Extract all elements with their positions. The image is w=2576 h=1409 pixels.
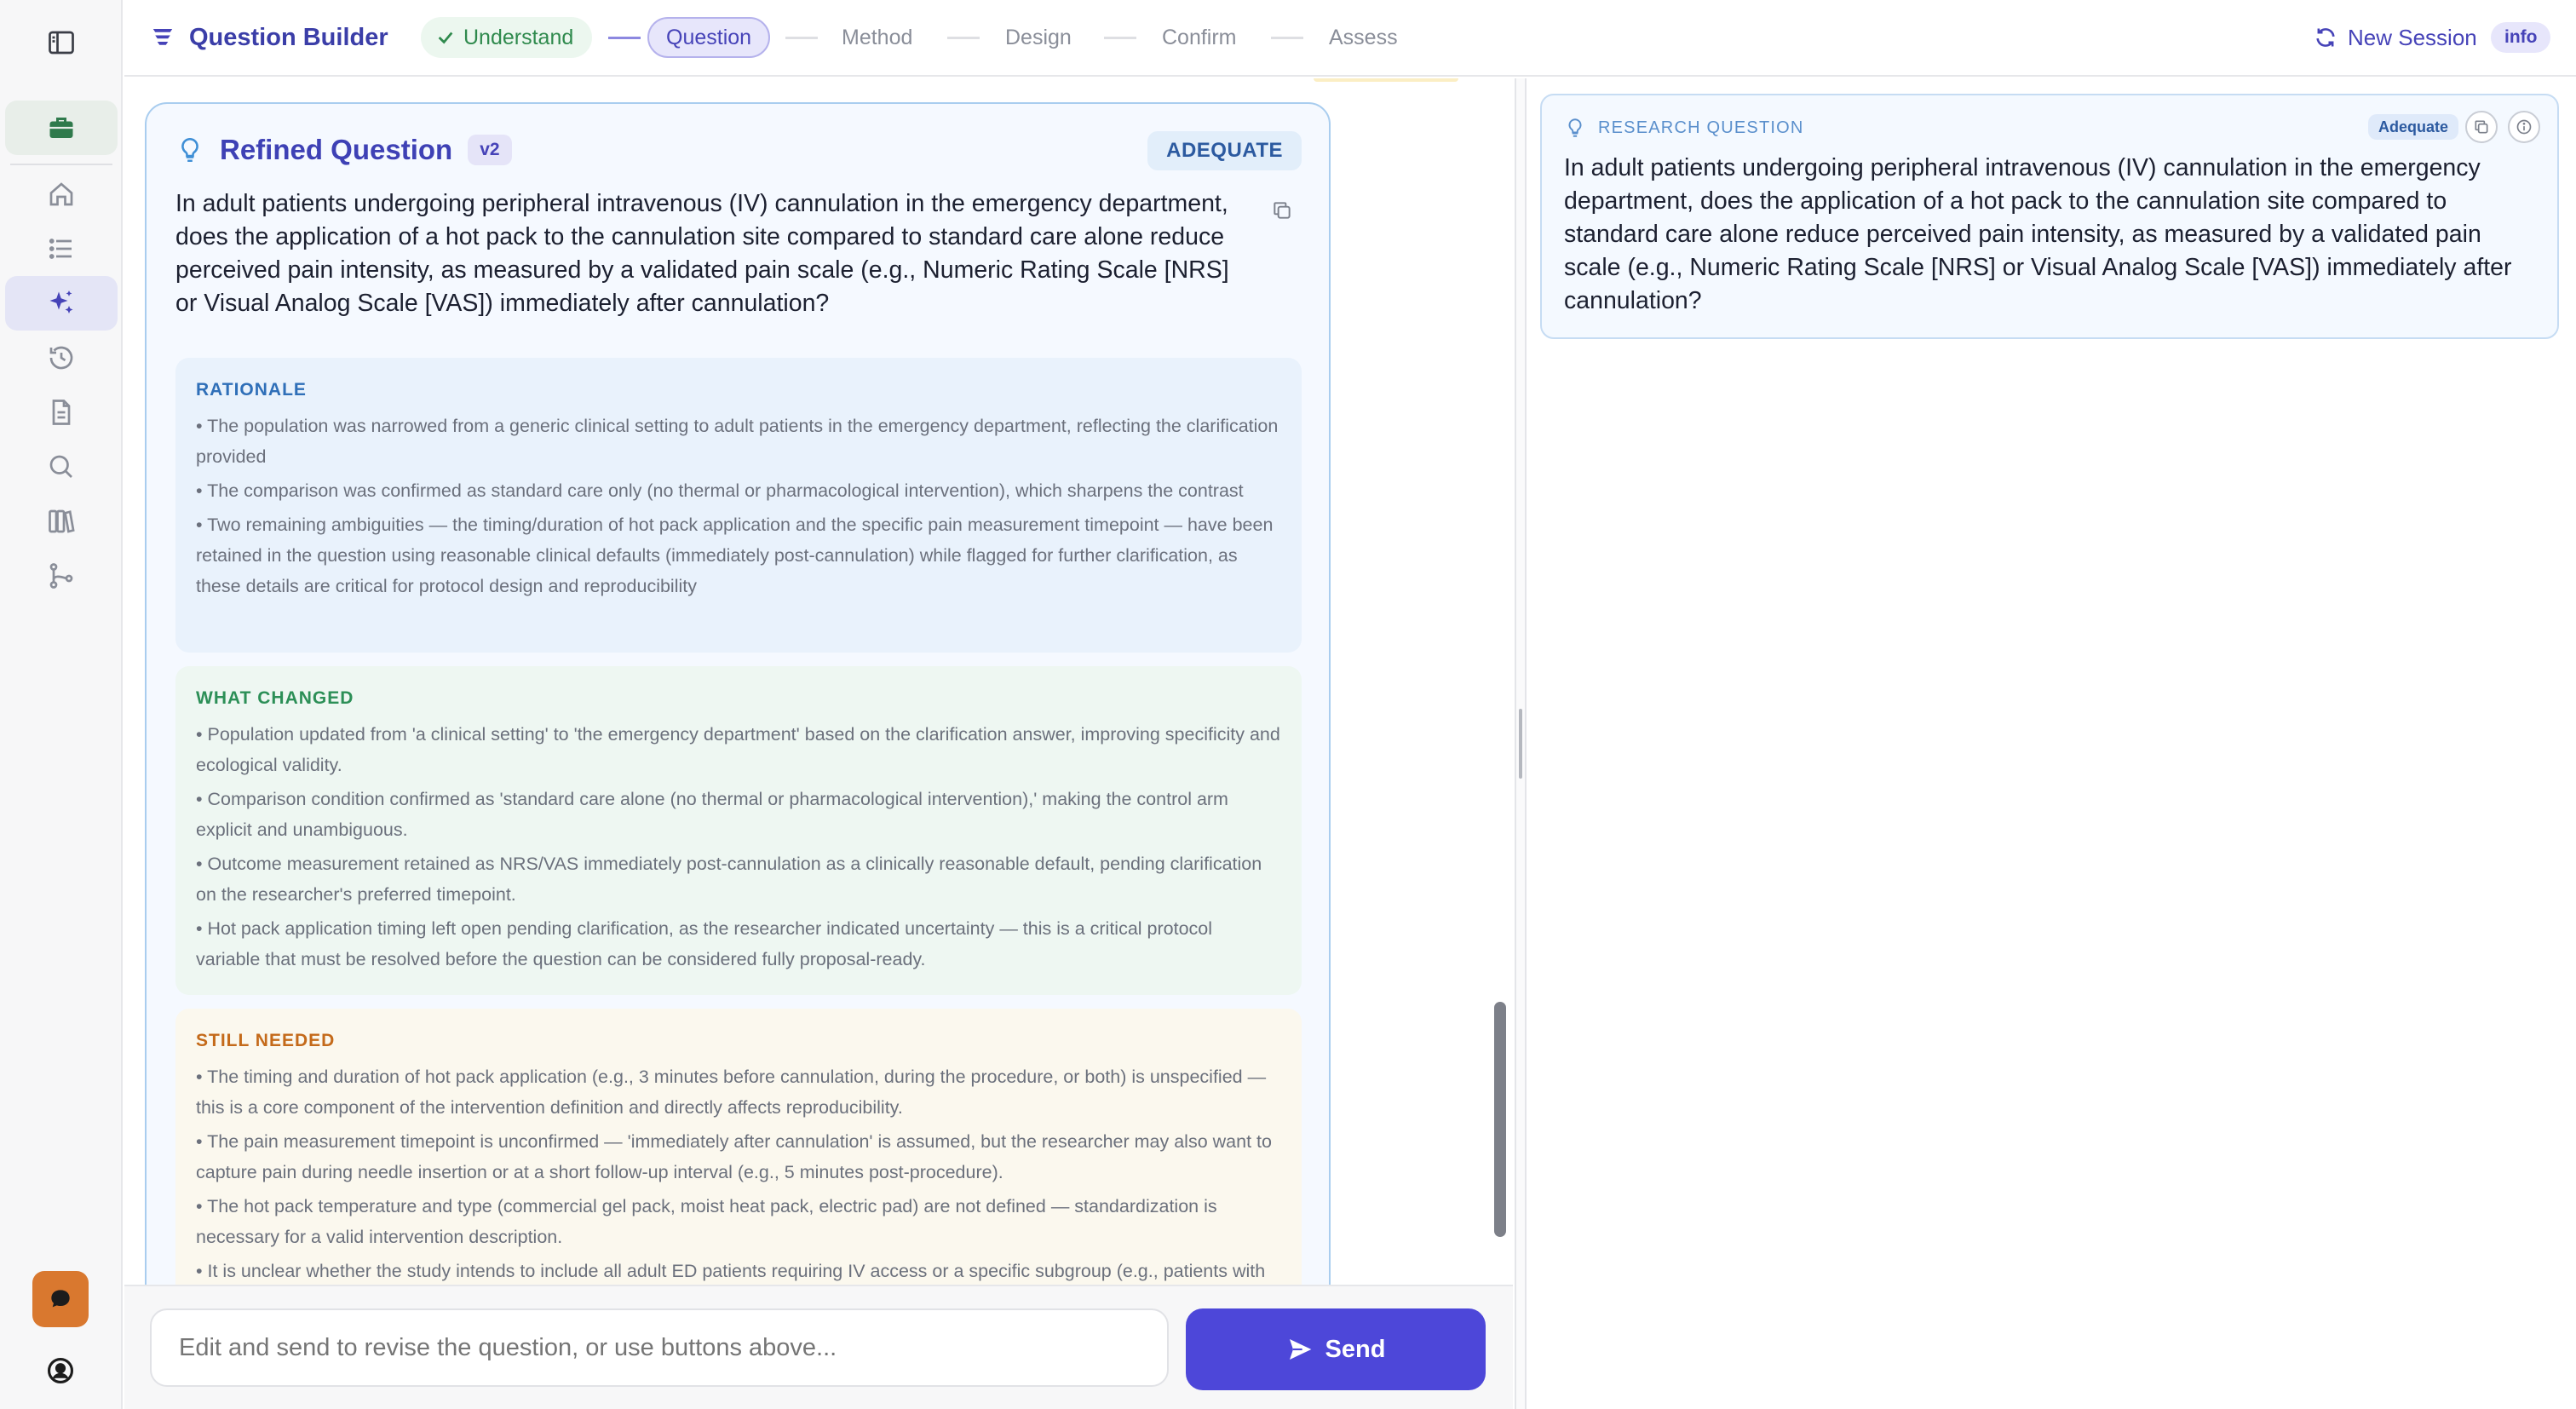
list-item: • Two remaining ambiguities — the timing/duration of hot pack application and the specific pain measurement timepoint — have been retained in the question using reasonable clinical defaults (immediately post-cannulation) while flagged for further clarification, as these details are critical for protocol design and reproducibility xyxy=(196,515,1274,596)
top-bar xyxy=(124,0,2576,77)
document-icon[interactable] xyxy=(5,385,118,440)
step-connector xyxy=(608,37,641,39)
status-badge: ADEQUATE xyxy=(1147,131,1302,170)
version-badge: v2 xyxy=(468,135,511,165)
send-icon xyxy=(1286,1336,1314,1363)
chat-icon[interactable] xyxy=(32,1271,89,1327)
chat-area xyxy=(124,78,1513,1285)
step-method[interactable] xyxy=(842,17,912,58)
list-item: • The timing and duration of hot pack application (e.g., 3 minutes before cannulation, during the procedure, or both) is unspecified — this is a core component of the intervention definition and directly affects reproducibility. xyxy=(196,1067,1267,1118)
list-item: • Outcome measurement retained as NRS/VAS immediately post-cannulation as a clinically reasonable default, pending clarification on the researcher's preferred timepoint. xyxy=(196,854,1262,905)
step-label: Understand xyxy=(463,25,574,49)
step-label: Method xyxy=(842,25,913,49)
refined-question-text: In adult patients undergoing peripheral intravenous (IV) cannulation in the emergency department, does the application of a hot pack to the cannulation site compared to standard care alone reduce perceived pain intensity, as measured by a validated pain scale (e.g., Numeric Rating Scale [NRS] or Visual Analog Scale [VAS]) immediately after cannulation? xyxy=(175,190,1229,317)
search-icon[interactable] xyxy=(5,440,118,494)
step-label: Design xyxy=(1005,25,1072,49)
list-item: • It is unclear whether the study intends to include all adult ED patients requiring IV access or a specific subgroup (e.g., patients with xyxy=(196,1261,1266,1281)
rq-header xyxy=(1564,114,1804,141)
new-session-label: New Session xyxy=(2348,24,2477,50)
check-icon xyxy=(436,28,455,47)
rq-status-badge: Adequate xyxy=(2368,114,2458,140)
sparkle-icon[interactable] xyxy=(5,276,118,331)
message-input[interactable] xyxy=(150,1308,1169,1387)
info-icon[interactable] xyxy=(2508,111,2540,143)
section-label: RATIONALE xyxy=(196,380,307,400)
briefcase-icon[interactable] xyxy=(5,101,118,155)
step-design[interactable] xyxy=(1005,17,1072,58)
logo-icon xyxy=(150,25,175,50)
panel-toggle-icon[interactable] xyxy=(5,15,118,70)
step-label: Confirm xyxy=(1162,25,1237,49)
lightbulb-icon xyxy=(1564,117,1586,139)
copy-icon[interactable] xyxy=(2465,111,2498,143)
list-icon[interactable] xyxy=(5,221,118,276)
app-title: Question Builder xyxy=(189,23,388,51)
rationale-section xyxy=(175,358,1302,653)
send-button[interactable] xyxy=(1186,1308,1486,1390)
info-badge[interactable]: info xyxy=(2491,22,2550,53)
user-circle-icon[interactable] xyxy=(43,1353,78,1389)
new-session-button[interactable] xyxy=(2314,17,2477,58)
step-label: Assess xyxy=(1329,25,1398,49)
list-item: • The hot pack temperature and type (commercial gel pack, moist heat pack, electric pad) are not defined — standardization is necessary for a valid intervention description. xyxy=(196,1196,1217,1247)
list-item: • Population updated from 'a clinical setting' to 'the emergency department' based on the clarification answer, improving specificity and ecological validity. xyxy=(196,724,1280,775)
refresh-icon xyxy=(2314,26,2337,49)
chat-scrollbar[interactable] xyxy=(1494,1002,1506,1237)
step-connector xyxy=(785,37,818,39)
refined-question-card xyxy=(145,102,1331,1346)
step-label: Question xyxy=(666,25,752,49)
list-item: • Hot pack application timing left open pending clarification, as the researcher indicated uncertainty — this is a critical protocol variable that must be resolved before the question can be considered fully proposal-ready. xyxy=(196,918,1213,969)
copy-icon[interactable] xyxy=(1271,199,1297,225)
composer xyxy=(124,1285,1513,1409)
rq-label: RESEARCH QUESTION xyxy=(1598,118,1804,137)
step-connector xyxy=(1104,37,1136,39)
step-confirm[interactable] xyxy=(1162,17,1237,58)
library-icon[interactable] xyxy=(5,494,118,549)
sidebar xyxy=(0,0,123,1409)
section-label: WHAT CHANGED xyxy=(196,688,354,708)
list-item: • The pain measurement timepoint is unconfirmed — 'immediately after cannulation' is assumed, but the researcher may also want to capture pain during needle insertion or at a short follow-up interval (e.g., 5 minutes post-procedure). xyxy=(196,1131,1272,1182)
card-header xyxy=(175,129,512,170)
step-understand[interactable] xyxy=(421,17,592,58)
research-question-text: In adult patients undergoing peripheral intravenous (IV) cannulation in the emergency department, does the application of a hot pack to the cannulation site compared to standard care alone reduce perceived pain intensity, as measured by a validated pain scale (e.g., Numeric Rating Scale [NRS] or Visual Analog Scale [VAS]) immediately after cannulation? xyxy=(1564,154,2512,314)
step-question[interactable] xyxy=(647,17,770,58)
sidebar-divider xyxy=(10,164,112,165)
list-item: • The comparison was confirmed as standard care only (no thermal or pharmacological intervention), which sharpens the contrast xyxy=(196,480,1244,501)
lightbulb-icon xyxy=(175,135,204,164)
history-icon[interactable] xyxy=(5,331,118,385)
previous-message-edge xyxy=(1314,78,1458,82)
send-label: Send xyxy=(1325,1335,1386,1363)
list-item: • Comparison condition confirmed as 'standard care alone (no thermal or pharmacological intervention),' making the control arm explicit and unambiguous. xyxy=(196,789,1228,840)
what-changed-section xyxy=(175,666,1302,995)
section-label: STILL NEEDED xyxy=(196,1031,336,1050)
step-assess[interactable] xyxy=(1329,17,1398,58)
research-question-card xyxy=(1540,94,2559,339)
list-item: • The population was narrowed from a generic clinical setting to adult patients in the emergency department, reflecting the clarification provided xyxy=(196,416,1279,467)
branch-icon[interactable] xyxy=(5,549,118,603)
step-connector xyxy=(947,37,980,39)
brand[interactable] xyxy=(150,17,388,58)
research-question-panel xyxy=(1528,78,2576,1409)
step-connector xyxy=(1271,37,1303,39)
splitter-grip[interactable] xyxy=(1519,709,1522,779)
home-icon[interactable] xyxy=(5,167,118,221)
card-title: Refined Question xyxy=(220,134,453,165)
